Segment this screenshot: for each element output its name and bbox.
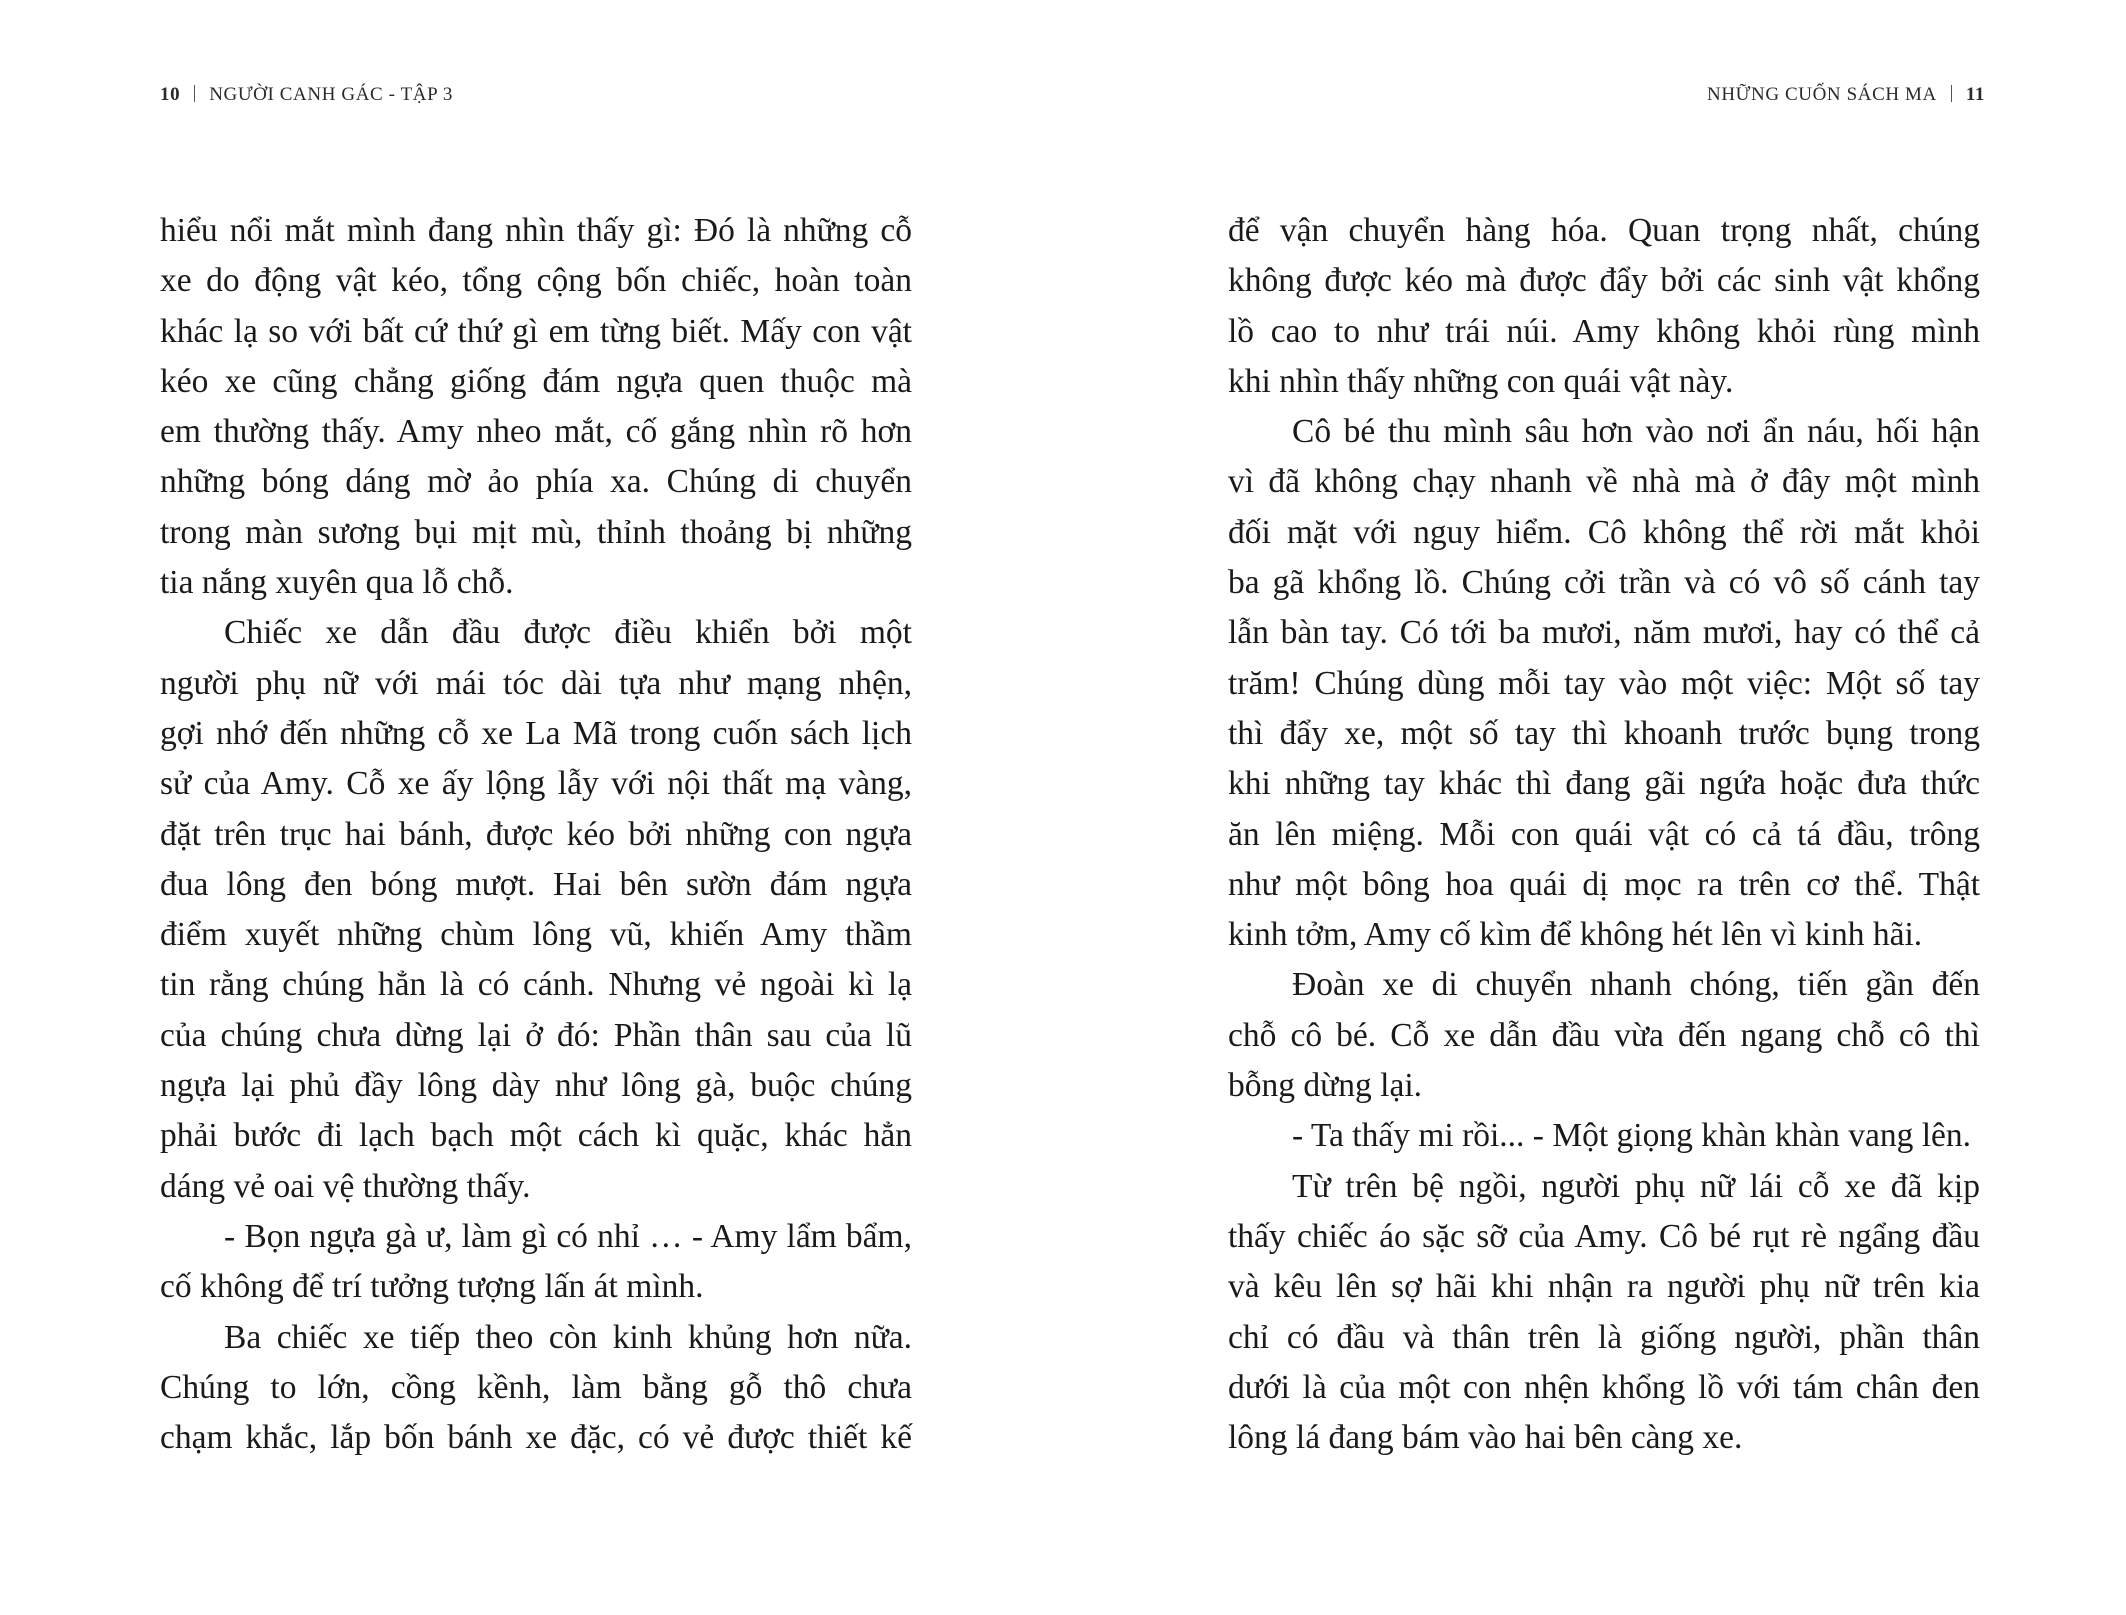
- left-running-title: NGƯỜI CANH GÁC - TẬP 3: [209, 84, 454, 105]
- text-line: trong màn sương bụi mịt mù, thỉnh thoảng bị những: [160, 513, 912, 551]
- text-line: - Ta thấy mi rồi... - Một giọng khàn khàn vang lên.: [1292, 1117, 1972, 1155]
- text-line: và kêu lên sợ hãi khi nhận ra người phụ nữ trên kia: [1228, 1268, 1980, 1306]
- text-line: của chúng chưa dừng lại ở đó: Phần thân sau của lũ: [160, 1016, 912, 1054]
- text-line: vì đã không chạy nhanh về nhà mà ở đây một mình: [1228, 463, 1980, 501]
- left-running-head: [160, 83, 453, 107]
- text-line: bỗng dừng lại.: [1228, 1067, 1423, 1105]
- text-line: thấy chiếc áo sặc sỡ của Amy. Cô bé rụt rè ngẩng đầu: [1228, 1217, 1980, 1255]
- text-line: ăn lên miệng. Mỗi con quái vật có cả tá đầu, trông: [1228, 815, 1980, 853]
- text-line: lẫn bàn tay. Có tới ba mươi, năm mươi, hay có thể cả: [1228, 614, 1980, 652]
- right-running-title: NHỮNG CUỐN SÁCH MA: [1707, 84, 1937, 105]
- right-page-number: 11: [1965, 84, 1985, 105]
- text-line: điểm xuyết những chùm lông vũ, khiến Amy thầm: [160, 916, 912, 954]
- text-line: gợi nhớ đến những cỗ xe La Mã trong cuốn sách lịch: [160, 714, 912, 752]
- text-line: khi nhìn thấy những con quái vật này.: [1228, 362, 1734, 400]
- text-line: trăm! Chúng dùng mỗi tay vào một việc: Một số tay: [1228, 664, 1980, 702]
- text-line: để vận chuyển hàng hóa. Quan trọng nhất, chúng: [1228, 212, 1980, 249]
- text-line: ngựa lại phủ đầy lông dày như lông gà, buộc chúng: [160, 1067, 912, 1105]
- text-line: chỉ có đầu và thân trên là giống người, phần thân: [1228, 1318, 1980, 1356]
- text-line: Chiếc xe dẫn đầu được điều khiển bởi một: [224, 614, 912, 652]
- text-line: xe do động vật kéo, tổng cộng bốn chiếc, hoàn toàn: [160, 262, 912, 300]
- text-line: chạm khắc, lắp bốn bánh xe đặc, có vẻ được thiết kế: [160, 1419, 912, 1457]
- text-line: người phụ nữ với mái tóc dài tựa như mạng nhện,: [160, 664, 912, 702]
- text-line: tia nắng xuyên qua lỗ chỗ.: [160, 564, 514, 602]
- right-body-text: [1228, 206, 1980, 1463]
- text-line: khi những tay khác thì đang gãi ngứa hoặc đưa thức: [1228, 765, 1980, 803]
- text-line: - Bọn ngựa gà ư, làm gì có nhỉ … - Amy lẩm bẩm,: [224, 1217, 912, 1255]
- text-line: ba gã khổng lồ. Chúng cởi trần và có vô số cánh tay: [1228, 564, 1980, 602]
- text-line: những bóng dáng mờ ảo phía xa. Chúng di chuyển: [160, 463, 912, 501]
- running-head-divider: [194, 85, 195, 102]
- text-line: kinh tởm, Amy cố kìm để không hét lên vì kinh hãi.: [1228, 916, 1923, 954]
- right-page: [1063, 0, 2126, 1615]
- text-line: hiểu nổi mắt mình đang nhìn thấy gì: Đó là những cỗ: [160, 212, 912, 249]
- text-line: đua lông đen bóng mượt. Hai bên sườn đám ngựa: [160, 865, 912, 903]
- right-running-head: [1707, 83, 1985, 107]
- text-line: Chúng to lớn, cồng kềnh, làm bằng gỗ thô chưa: [160, 1368, 912, 1406]
- text-line: dưới là của một con nhện khổng lồ với tám chân đen: [1228, 1368, 1980, 1406]
- text-line: khác lạ so với bất cứ thứ gì em từng biết. Mấy con vật: [160, 312, 912, 350]
- text-line: lông lá đang bám vào hai bên càng xe.: [1228, 1419, 1743, 1457]
- text-line: như một bông hoa quái dị mọc ra trên cơ thể. Thật: [1228, 865, 1980, 903]
- text-line: cố không để trí tưởng tượng lấn át mình.: [160, 1268, 704, 1306]
- running-head-divider: [1951, 85, 1952, 102]
- left-page-number: 10: [160, 84, 181, 105]
- text-line: đặt trên trục hai bánh, được kéo bởi những con ngựa: [160, 815, 912, 853]
- text-line: thì đẩy xe, một số tay thì khoanh trước bụng trong: [1228, 714, 1980, 752]
- text-line: em thường thấy. Amy nheo mắt, cố gắng nhìn rõ hơn: [160, 413, 912, 451]
- text-line: phải bước đi lạch bạch một cách kì quặc, khác hẳn: [160, 1117, 912, 1155]
- text-line: lồ cao to như trái núi. Amy không khỏi rùng mình: [1228, 312, 1980, 350]
- text-line: kéo xe cũng chẳng giống đám ngựa quen thuộc mà: [160, 362, 912, 400]
- text-line: sử của Amy. Cỗ xe ấy lộng lẫy với nội thất mạ vàng,: [160, 765, 912, 803]
- text-line: đối mặt với nguy hiểm. Cô không thể rời mắt khỏi: [1228, 513, 1980, 551]
- left-body-text: [160, 206, 912, 1463]
- text-line: tin rằng chúng hẳn là có cánh. Nhưng vẻ ngoài kì lạ: [160, 966, 912, 1004]
- text-line: Đoàn xe di chuyển nhanh chóng, tiến gần đến: [1292, 966, 1980, 1004]
- text-line: Từ trên bệ ngồi, người phụ nữ lái cỗ xe đã kịp: [1292, 1167, 1980, 1205]
- text-line: dáng vẻ oai vệ thường thấy.: [160, 1167, 531, 1205]
- text-line: không được kéo mà được đẩy bởi các sinh vật khổng: [1228, 262, 1980, 300]
- text-line: Cô bé thu mình sâu hơn vào nơi ẩn náu, hối hận: [1292, 413, 1980, 451]
- text-line: chỗ cô bé. Cỗ xe dẫn đầu vừa đến ngang chỗ cô thì: [1228, 1016, 1980, 1054]
- text-line: Ba chiếc xe tiếp theo còn kinh khủng hơn nữa.: [224, 1318, 912, 1356]
